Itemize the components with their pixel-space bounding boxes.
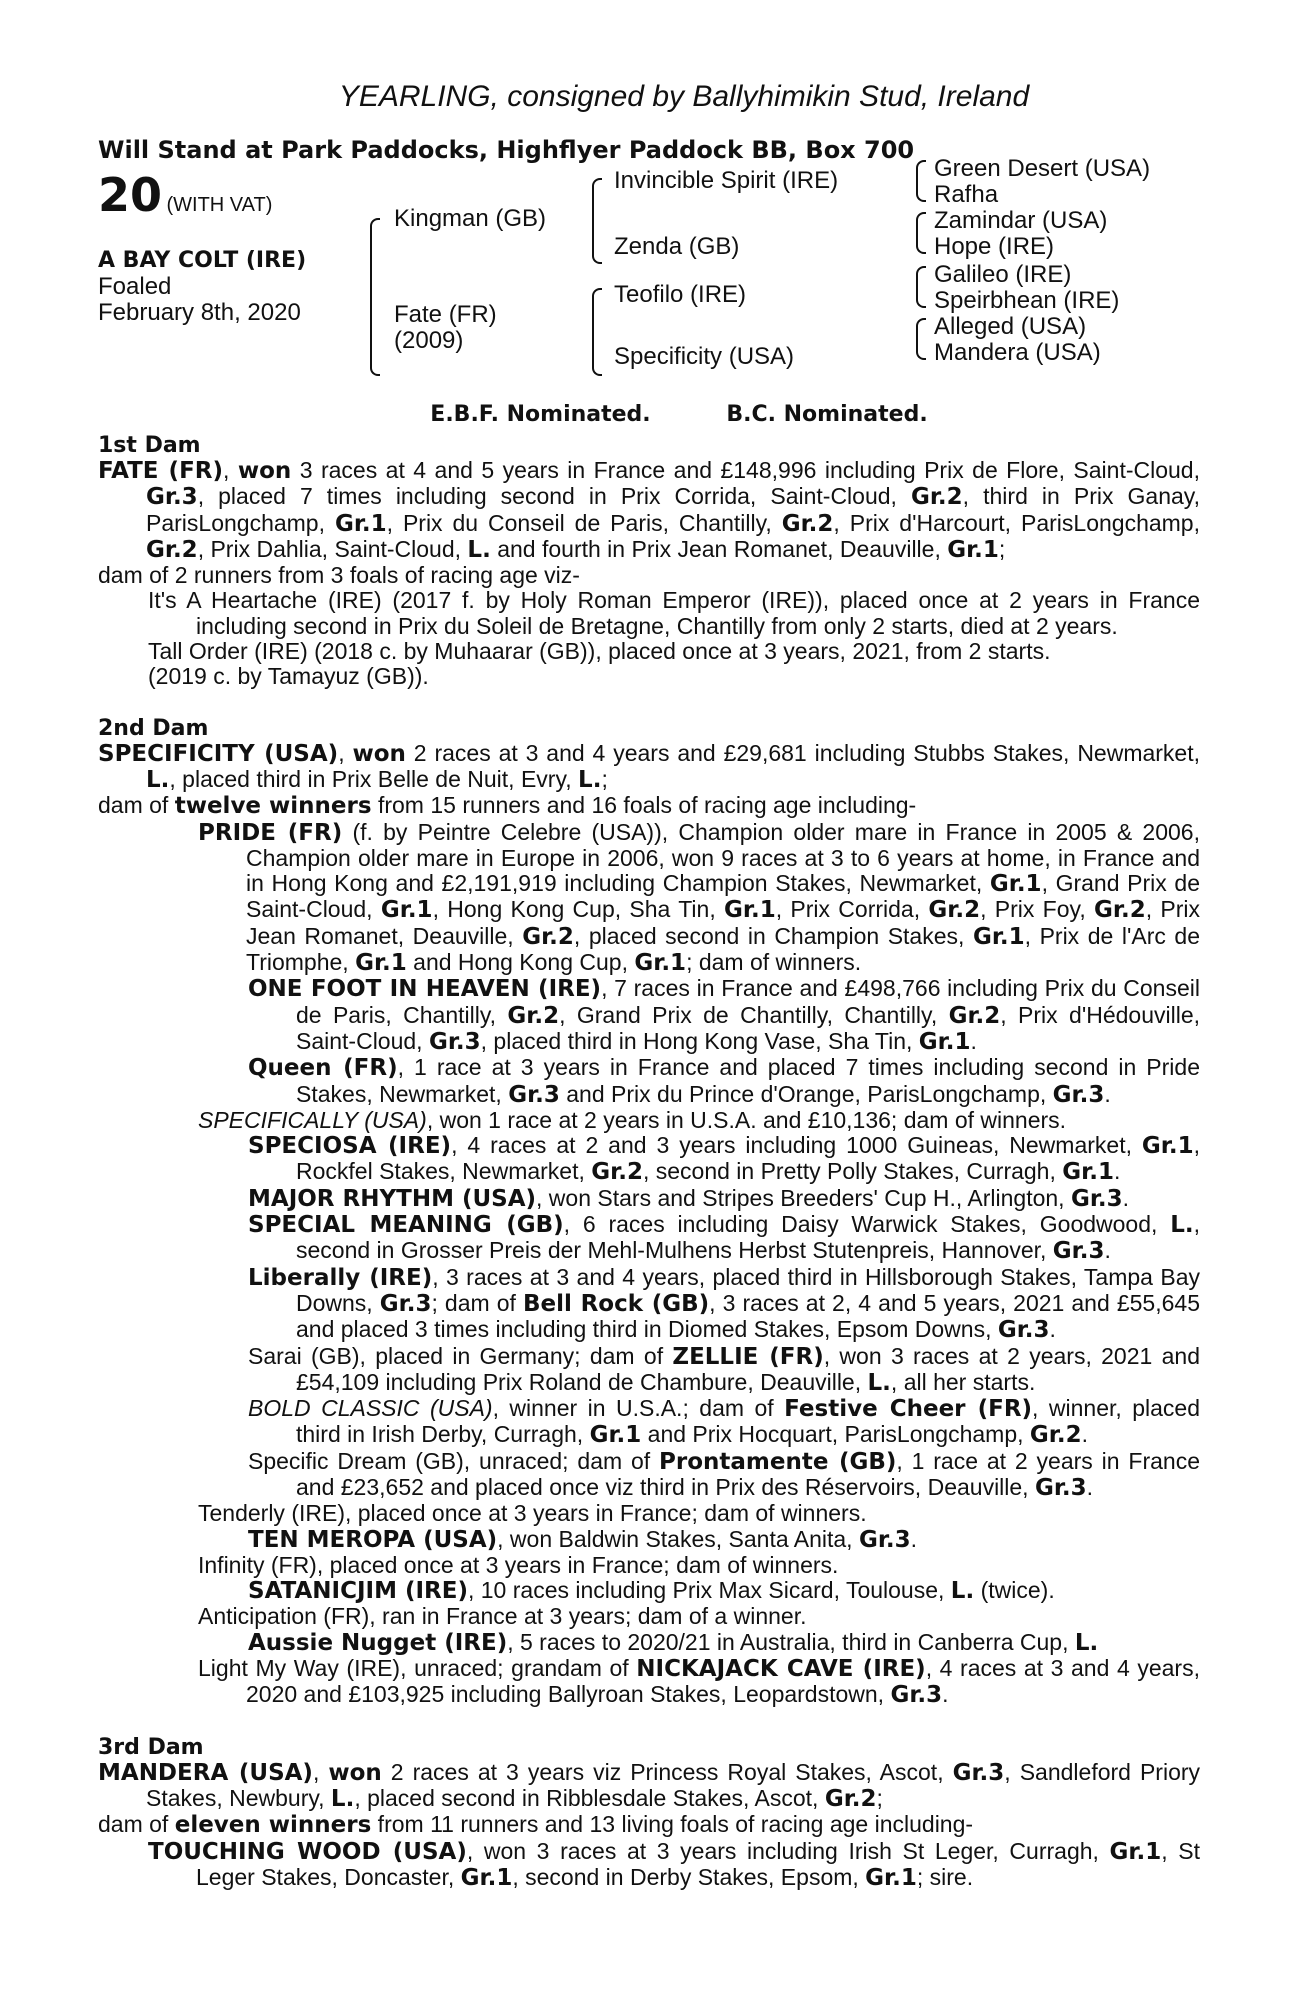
- section-title: 1st Dam: [98, 433, 201, 458]
- vat-note: (WITH VAT): [166, 194, 273, 216]
- colt-title: A BAY COLT (IRE): [98, 248, 307, 273]
- text-run: , 3 races at 2, 4 and 5 years, 2021 and £55,645 and placed 3 times including third in Diomed Stakes, Epsom Downs,: [296, 1289, 1200, 1343]
- text-run: Specific Dream (GB), unraced; dam of: [248, 1447, 660, 1474]
- text-run: .: [1104, 1080, 1111, 1107]
- pedigree-bracket: [916, 266, 926, 308]
- bold-text: Gr.1: [989, 871, 1042, 898]
- pedigree-bracket: [370, 218, 380, 376]
- bold-text: Gr.3: [1070, 1185, 1123, 1212]
- text-run: ;: [998, 535, 1006, 562]
- text-run: .: [1122, 1184, 1130, 1211]
- text-run: ,: [312, 1758, 329, 1785]
- text-run: , won 1 race at 2 years in U.S.A. and £10,136; dam of winners.: [426, 1106, 1067, 1133]
- bold-text: Gr.1: [355, 950, 407, 977]
- text-run: ; sire.: [916, 1863, 974, 1890]
- bold-text: Liberally (IRE): [248, 1264, 433, 1291]
- bold-text: Gr.1: [634, 950, 687, 977]
- catalogue-page: [98, 80, 1200, 1891]
- text-run: , won 3 races at 2 years, 2021 and £54,109 including Prix Roland de Chambure, Deauville,: [296, 1342, 1200, 1395]
- text-run: , placed 7 times including second in Prix Corrida, Saint-Cloud,: [197, 483, 911, 510]
- text-run: dam of: [98, 1811, 175, 1838]
- bold-text: twelve winners: [174, 793, 372, 820]
- text-run: , 5 races to 2020/21 in Australia, third in Canberra Cup,: [507, 1628, 1075, 1655]
- pedigree-entry: [98, 1265, 1200, 1344]
- lot-number: 20: [98, 168, 163, 222]
- pedigree-entry: [98, 1553, 1200, 1578]
- text-run: ; dam of winners.: [686, 949, 862, 976]
- text-run: , Prix du Conseil de Paris, Chantilly,: [386, 509, 782, 536]
- bold-text: TEN MEROPA (USA): [248, 1526, 498, 1553]
- pedigree-block: [98, 155, 1200, 398]
- text-run: Infinity (FR), placed once at 3 years in France; dam of winners.: [198, 1551, 839, 1578]
- pedigree-entry: [98, 1760, 1200, 1813]
- text-run: .: [1104, 1237, 1111, 1264]
- bold-text: Gr.3: [952, 1759, 1005, 1786]
- text-run: .: [1081, 1421, 1088, 1448]
- pedigree-entry: [98, 1133, 1200, 1186]
- text-run: , Prix Foy,: [980, 896, 1095, 923]
- text-run: , placed third in Hong Kong Vase, Sha Tin,: [480, 1027, 919, 1054]
- pedigree-bracket: [592, 288, 602, 376]
- pedigree-entry: [98, 1344, 1200, 1397]
- text-run: .: [1049, 1316, 1056, 1343]
- bold-text: Prontamente (GB): [659, 1448, 897, 1475]
- text-run: , placed second in Ribblesdale Stakes, Ascot,: [354, 1784, 825, 1811]
- pedigree-entry: [98, 1656, 1200, 1709]
- bold-text: L.: [330, 1785, 355, 1812]
- italic-text: BOLD CLASSIC (USA): [248, 1395, 493, 1422]
- text-run: , Prix d'Harcourt, ParisLongchamp,: [833, 509, 1200, 536]
- pedigree-entry: [98, 1055, 1200, 1108]
- text-run: 3 races at 4 and 5 years in France and £148,996 including Prix de Flore, Saint-Cloud,: [291, 457, 1200, 483]
- pedigree-entry: [98, 1630, 1200, 1656]
- bold-text: Gr.2: [928, 897, 981, 924]
- text-run: , Hong Kong Cup, Sha Tin,: [432, 896, 725, 923]
- pedigree-dam-year: (2009): [394, 327, 464, 354]
- bold-text: ONE FOOT IN HEAVEN (IRE): [248, 976, 602, 1003]
- bold-text: PRIDE (FR): [198, 819, 343, 846]
- text-run: ,: [223, 457, 238, 483]
- text-run: ;: [601, 765, 608, 792]
- bold-text: Bell Rock (GB): [522, 1290, 710, 1317]
- bold-text: eleven winners: [174, 1812, 372, 1839]
- bold-text: Gr.3: [146, 484, 198, 511]
- text-run: Anticipation (FR), ran in France at 3 years; dam of a winner.: [198, 1603, 807, 1630]
- text-run: , winner, placed third in Irish Derby, Curragh,: [296, 1395, 1200, 1448]
- text-run: , Grand Prix de Saint-Cloud,: [246, 870, 1200, 923]
- text-run: , second in Pretty Polly Stakes, Curragh,: [642, 1158, 1063, 1185]
- pedigree-sire: Kingman (GB): [394, 205, 547, 232]
- text-run: , third in Prix Ganay, ParisLongchamp,: [146, 483, 1200, 536]
- bold-text: Gr.1: [380, 897, 433, 924]
- bold-text: MAJOR RHYTHM (USA): [248, 1185, 537, 1212]
- bc-nomination: B.C. Nominated.: [726, 402, 928, 427]
- text-run: Tall Order (IRE) (2018 c. by Muhaarar (GB)), placed once at 3 years, 2021, from 2 starts.: [148, 638, 1051, 665]
- bold-text: Gr.2: [1029, 1422, 1082, 1449]
- bold-text: SPECIFICITY (USA): [98, 740, 339, 767]
- pedigree-entry: [98, 1812, 1200, 1838]
- bold-text: SATANICJIM (IRE): [248, 1578, 468, 1605]
- pedigree-entry: [98, 1604, 1200, 1629]
- bold-text: L.: [146, 766, 170, 793]
- text-run: (f. by Peintre Celebre (USA)), Champion older mare in France in 2005 & 2006, Champion older mare in Europe in 2006, won 9 races at 3 to 6 years at home, in France and in Hong Kong and £2,191,919 including Champion Stakes, Newmarket,: [246, 818, 1200, 897]
- text-run: , won 3 races at 3 years including Irish St Leger, Curragh,: [466, 1837, 1110, 1864]
- text-run: , 10 races including Prix Max Sicard, Toulouse,: [467, 1577, 951, 1604]
- text-run: , Rockfel Stakes, Newmarket,: [296, 1132, 1200, 1185]
- pedigree-bracket: [592, 178, 602, 264]
- pedigree-sds: Zamindar (USA): [934, 207, 1108, 234]
- bold-text: SPECIOSA (IRE): [248, 1133, 452, 1160]
- bold-text: L.: [467, 536, 491, 563]
- bold-text: Gr.3: [428, 1028, 481, 1055]
- bold-text: Gr.2: [146, 536, 198, 563]
- pedigree-ddd: Mandera (USA): [934, 339, 1101, 366]
- bold-text: Gr.1: [460, 1864, 513, 1891]
- text-run: , Grand Prix de Chantilly, Chantilly,: [559, 1001, 949, 1028]
- pedigree-entry: [98, 664, 1200, 689]
- text-run: , Prix Jean Romanet, Deauville,: [246, 896, 1200, 949]
- pedigree-sire-dam: Zenda (GB): [614, 233, 740, 260]
- pedigree-dds: Alleged (USA): [934, 313, 1087, 340]
- text-run: Tenderly (IRE), placed once at 3 years in France; dam of winners.: [198, 1500, 867, 1527]
- pedigree-entry: [98, 741, 1200, 794]
- stabling-info: Will Stand at Park Paddocks, Highflyer Paddock BB, Box 700: [98, 136, 915, 164]
- pedigree-bracket: [916, 318, 926, 360]
- text-run: , 4 races at 2 and 3 years including 1000 Guineas, Newmarket,: [451, 1132, 1142, 1159]
- text-run: , St Leger Stakes, Doncaster,: [196, 1837, 1200, 1890]
- bold-text: Gr.1: [972, 923, 1025, 950]
- bold-text: Gr.1: [1062, 1159, 1114, 1186]
- text-run: , second in Grosser Preis der Mehl-Mulhens Herbst Stutenpreis, Hannover,: [296, 1211, 1201, 1264]
- text-run: .: [1113, 1158, 1121, 1185]
- text-run: 2 races at 3 and 4 years and £29,681 including Stubbs Stakes, Newmarket,: [405, 739, 1201, 766]
- bold-text: Gr.2: [781, 510, 834, 537]
- pedigree-entry: [98, 639, 1200, 664]
- text-run: and Prix Hocquart, ParisLongchamp,: [641, 1421, 1030, 1448]
- section-title: 3rd Dam: [98, 1734, 204, 1760]
- bold-text: Gr.2: [522, 923, 574, 950]
- bold-text: Gr.2: [948, 1002, 1001, 1029]
- bold-text: Gr.2: [910, 484, 963, 511]
- bold-text: MANDERA (USA): [98, 1759, 313, 1786]
- text-run: , 1 race at 3 years in France and placed 7 times including second in Pride Stakes, Newmarket,: [296, 1054, 1201, 1107]
- text-run: , Prix d'Hédouville, Saint-Cloud,: [296, 1001, 1201, 1054]
- bold-text: SPECIAL MEANING (GB): [248, 1212, 564, 1239]
- bold-text: Gr.2: [591, 1159, 643, 1186]
- bold-text: Gr.3: [997, 1317, 1050, 1344]
- foaled-date: February 8th, 2020: [98, 299, 301, 326]
- bold-text: won: [237, 458, 292, 484]
- bold-text: Gr.3: [1034, 1474, 1087, 1501]
- bold-text: Gr.2: [507, 1002, 560, 1029]
- text-run: from 11 runners and 13 living foals of racing age including-: [371, 1811, 974, 1838]
- pedigree-entry: [98, 588, 1200, 639]
- pedigree-sire-sire: Invincible Spirit (IRE): [614, 167, 839, 194]
- nominations: [158, 402, 1200, 427]
- bold-text: FATE (FR): [98, 458, 223, 484]
- text-run: ; dam of: [431, 1289, 523, 1316]
- bold-text: Queen (FR): [248, 1055, 398, 1082]
- pedigree-entry: [98, 1186, 1200, 1212]
- pedigree-notes: [98, 433, 1200, 1891]
- text-run: and Hong Kong Cup,: [406, 949, 635, 976]
- bold-text: Gr.1: [724, 897, 776, 924]
- section-title: 2nd Dam: [98, 715, 209, 741]
- bold-text: won: [328, 1759, 382, 1786]
- pedigree-dam-sire: Teofilo (IRE): [614, 281, 747, 308]
- pedigree-entry: [98, 976, 1200, 1055]
- text-run: , 4 races at 3 and 4 years, 2020 and £103,925 including Ballyroan Stakes, Leopardstown,: [246, 1655, 1200, 1708]
- pedigree-sss: Green Desert (USA): [934, 155, 1151, 182]
- pedigree-ssd: Rafha: [934, 181, 999, 208]
- bold-text: Gr.2: [824, 1785, 877, 1812]
- pedigree-entry: [98, 1839, 1200, 1892]
- text-run: ,: [338, 739, 353, 766]
- text-run: , Sandleford Priory Stakes, Newbury,: [146, 1758, 1201, 1811]
- bold-text: Gr.1: [1141, 1133, 1194, 1160]
- bold-text: Gr.1: [589, 1422, 642, 1449]
- pedigree-sdd: Hope (IRE): [934, 233, 1055, 260]
- pedigree-bracket: [916, 160, 926, 202]
- text-run: and Prix du Prince d'Orange, ParisLongchamp,: [559, 1080, 1053, 1107]
- text-run: from 15 runners and 16 foals of racing age including-: [371, 792, 917, 819]
- text-run: Light My Way (IRE), unraced; grandam of: [198, 1655, 637, 1682]
- bold-text: L.: [950, 1578, 975, 1605]
- pedigree-entry: [98, 458, 1200, 563]
- ebf-nomination: E.B.F. Nominated.: [430, 402, 651, 427]
- text-run: 2 races at 3 years viz Princess Royal Stakes, Ascot,: [381, 1758, 953, 1785]
- pedigree-dam: Fate (FR): [394, 301, 497, 328]
- pedigree-dss: Galileo (IRE): [934, 261, 1072, 288]
- bold-text: TOUCHING WOOD (USA): [148, 1838, 467, 1865]
- text-run: ;: [876, 1784, 883, 1811]
- text-run: dam of 2 runners from 3 foals of racing age viz-: [98, 562, 580, 589]
- bold-text: Gr.1: [334, 510, 387, 537]
- text-run: dam of: [98, 792, 175, 819]
- text-run: .: [1086, 1473, 1094, 1500]
- bold-text: Gr.1: [1109, 1838, 1162, 1865]
- bold-text: Gr.3: [1052, 1238, 1105, 1265]
- text-run: .: [910, 1525, 918, 1552]
- pedigree-bracket: [916, 212, 926, 254]
- bold-text: Gr.3: [1052, 1081, 1105, 1108]
- pedigree-entry: [98, 820, 1200, 977]
- bold-text: Gr.3: [508, 1081, 560, 1108]
- bold-text: ZELLIE (FR): [672, 1343, 824, 1370]
- bold-text: Festive Cheer (FR): [784, 1396, 1033, 1423]
- text-run: It's A Heartache (IRE) (2017 f. by Holy Roman Emperor (IRE)), placed once at 2 years in France including second in Prix du Soleil de Bretagne, Chantilly from only 2 starts, died at 2 years.: [148, 587, 1200, 639]
- bold-text: L.: [578, 766, 602, 793]
- text-run: .: [942, 1681, 949, 1708]
- text-run: , Prix de l'Arc de Triomphe,: [246, 922, 1200, 976]
- pedigree-entry: [98, 563, 1200, 588]
- bold-text: L.: [1170, 1212, 1194, 1239]
- page-header: YEARLING, consigned by Ballyhimikin Stud, Ireland: [338, 80, 1030, 113]
- text-run: (twice).: [974, 1577, 1055, 1604]
- text-run: , winner in U.S.A.; dam of: [492, 1395, 785, 1422]
- text-run: , Prix Corrida,: [775, 896, 929, 923]
- bold-text: L.: [1074, 1629, 1099, 1656]
- bold-text: Gr.3: [379, 1290, 432, 1317]
- bold-text: Aussie Nugget (IRE): [248, 1629, 508, 1656]
- text-run: (2019 c. by Tamayuz (GB)).: [148, 663, 429, 690]
- pedigree-entry: [98, 1108, 1200, 1133]
- bold-text: Gr.2: [1094, 897, 1146, 924]
- pedigree-entry: [98, 1578, 1200, 1604]
- pedigree-entry: [98, 1527, 1200, 1553]
- pedigree-entry: [98, 1449, 1200, 1502]
- text-run: , 3 races at 3 and 4 years, placed third in Hillsborough Stakes, Tampa Bay Downs,: [296, 1263, 1200, 1316]
- text-run: Sarai (GB), placed in Germany; dam of: [248, 1342, 673, 1369]
- text-run: , 7 races in France and £498,766 including Prix du Conseil de Paris, Chantilly,: [296, 975, 1200, 1028]
- pedigree-entry: [98, 1501, 1200, 1526]
- pedigree-entry: [98, 1396, 1200, 1449]
- bold-text: Gr.1: [918, 1028, 971, 1055]
- foaled-label: Foaled: [98, 273, 172, 300]
- text-run: , Prix Dahlia, Saint-Cloud,: [197, 535, 468, 562]
- text-run: and fourth in Prix Jean Romanet, Deauville,: [490, 535, 948, 562]
- text-run: , won Baldwin Stakes, Santa Anita,: [497, 1525, 859, 1552]
- bold-text: L.: [867, 1369, 891, 1396]
- bold-text: won: [352, 740, 406, 767]
- bold-text: NICKAJACK CAVE (IRE): [636, 1656, 926, 1683]
- bold-text: Gr.1: [947, 536, 999, 563]
- pedigree-entry: [98, 793, 1200, 819]
- text-run: , 1 race at 2 years in France and £23,652 and placed once viz third in Prix des Réservoirs, Deauville,: [296, 1447, 1200, 1500]
- bold-text: Gr.1: [865, 1864, 917, 1891]
- bold-text: Gr.3: [890, 1682, 943, 1709]
- text-run: , placed second in Champion Stakes,: [573, 922, 973, 949]
- text-run: .: [970, 1027, 977, 1054]
- text-run: , won Stars and Stripes Breeders' Cup H., Arlington,: [536, 1184, 1071, 1211]
- italic-text: SPECIFICALLY (USA): [198, 1106, 427, 1133]
- text-run: , all her starts.: [890, 1368, 1036, 1395]
- pedigree-entry: [98, 1212, 1200, 1265]
- text-run: , 6 races including Daisy Warwick Stakes, Goodwood,: [563, 1211, 1171, 1238]
- text-run: , second in Derby Stakes, Epsom,: [512, 1863, 866, 1890]
- pedigree-dam-dam: Specificity (USA): [614, 343, 795, 370]
- lot-number-line: [98, 168, 272, 222]
- bold-text: Gr.3: [858, 1526, 911, 1553]
- pedigree-dsd: Speirbhean (IRE): [934, 287, 1120, 314]
- text-run: , placed third in Prix Belle de Nuit, Evry,: [169, 765, 579, 792]
